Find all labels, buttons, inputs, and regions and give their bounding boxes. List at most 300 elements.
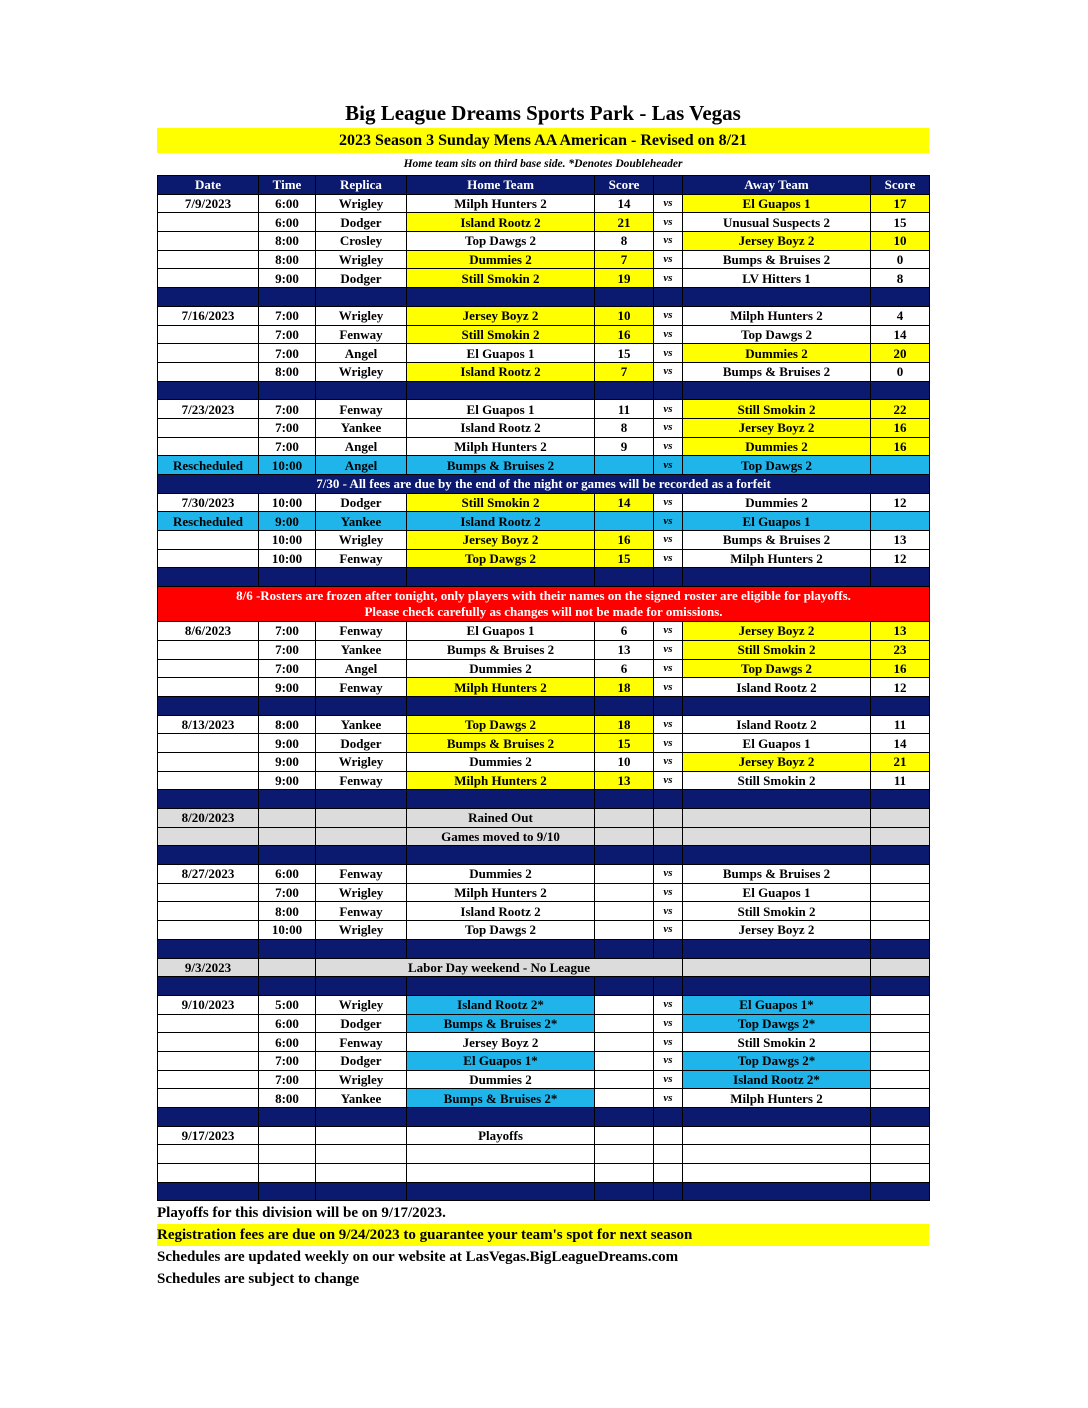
rescheduled-game-row	[158, 512, 930, 531]
separator-cell	[871, 977, 930, 996]
game-date	[158, 437, 259, 456]
home-team: Bumps & Bruises 2	[407, 640, 595, 659]
empty-cell	[595, 1164, 654, 1183]
game-replica: Fenway	[316, 902, 407, 921]
home-score	[595, 1014, 654, 1033]
separator-cell	[683, 288, 871, 307]
game-date: 7/9/2023	[158, 194, 259, 213]
vs-cell: vs	[654, 400, 683, 419]
home-team: Jersey Boyz 2	[407, 531, 595, 550]
game-replica: Yankee	[316, 715, 407, 734]
game-time: 8:00	[259, 232, 316, 251]
home-score: 18	[595, 678, 654, 697]
away-score: 4	[871, 306, 930, 325]
home-score: 13	[595, 771, 654, 790]
home-score: 8	[595, 418, 654, 437]
game-replica: Wrigley	[316, 250, 407, 269]
game-replica: Dodger	[316, 1051, 407, 1070]
game-replica: Dodger	[316, 493, 407, 512]
game-time	[259, 958, 316, 977]
home-score: 6	[595, 622, 654, 641]
playoff-label: Playoffs	[407, 1126, 595, 1145]
vs-cell: vs	[654, 921, 683, 940]
game-row	[158, 531, 930, 550]
game-time: 6:00	[259, 1014, 316, 1033]
home-team: Still Smokin 2	[407, 493, 595, 512]
home-score: 15	[595, 344, 654, 363]
game-replica: Yankee	[316, 512, 407, 531]
home-score	[595, 995, 654, 1014]
empty-cell	[654, 1164, 683, 1183]
game-time: 6:00	[259, 1033, 316, 1052]
game-date	[158, 1070, 259, 1089]
separator-cell	[259, 939, 316, 958]
separator-cell	[595, 977, 654, 996]
home-score: 8	[595, 232, 654, 251]
home-score: 16	[595, 325, 654, 344]
away-team: El Guapos 1	[683, 194, 871, 213]
separator-cell	[871, 696, 930, 715]
game-row	[158, 734, 930, 753]
separator-cell	[158, 1182, 259, 1201]
home-team: Still Smokin 2	[407, 325, 595, 344]
separator-cell	[871, 568, 930, 587]
game-time: 7:00	[259, 883, 316, 902]
home-team: Bumps & Bruises 2	[407, 456, 595, 475]
vs-cell: vs	[654, 362, 683, 381]
separator-cell	[158, 977, 259, 996]
col-header-away-team: Away Team	[683, 176, 871, 195]
game-date	[158, 678, 259, 697]
game-time: 9:00	[259, 678, 316, 697]
game-row	[158, 622, 930, 641]
vs-cell: vs	[654, 902, 683, 921]
game-replica	[316, 809, 407, 828]
away-score: 11	[871, 771, 930, 790]
separator-cell	[407, 790, 595, 809]
empty-cell	[595, 1145, 654, 1164]
separator-cell	[316, 790, 407, 809]
empty-cell	[654, 1145, 683, 1164]
separator-row	[158, 381, 930, 400]
separator-cell	[158, 1108, 259, 1127]
home-team: Top Dawgs 2	[407, 715, 595, 734]
home-team: Top Dawgs 2	[407, 232, 595, 251]
home-score: 14	[595, 194, 654, 213]
away-score: 23	[871, 640, 930, 659]
separator-cell	[407, 846, 595, 865]
game-time: 8:00	[259, 362, 316, 381]
game-date	[158, 531, 259, 550]
away-score	[871, 995, 930, 1014]
separator-cell	[259, 790, 316, 809]
away-team: Bumps & Bruises 2	[683, 531, 871, 550]
away-score	[871, 958, 930, 977]
separator-cell	[316, 381, 407, 400]
separator-row	[158, 846, 930, 865]
away-score: 0	[871, 362, 930, 381]
vs-cell: vs	[654, 250, 683, 269]
away-team: Still Smokin 2	[683, 640, 871, 659]
vs-cell	[654, 1126, 683, 1145]
separator-row	[158, 1182, 930, 1201]
away-score: 16	[871, 659, 930, 678]
table-header-row	[158, 176, 930, 195]
game-time: 7:00	[259, 418, 316, 437]
separator-cell	[871, 1182, 930, 1201]
game-date: 7/23/2023	[158, 400, 259, 419]
game-row	[158, 771, 930, 790]
game-time: 6:00	[259, 194, 316, 213]
away-score: 22	[871, 400, 930, 419]
separator-cell	[871, 381, 930, 400]
game-replica: Angel	[316, 456, 407, 475]
home-team: Island Rootz 2*	[407, 995, 595, 1014]
separator-cell	[871, 1108, 930, 1127]
vs-cell: vs	[654, 194, 683, 213]
fee-notice-row	[158, 475, 930, 494]
game-replica: Crosley	[316, 232, 407, 251]
game-row	[158, 194, 930, 213]
home-team: Island Rootz 2	[407, 362, 595, 381]
vs-cell: vs	[654, 865, 683, 884]
separator-cell	[407, 939, 595, 958]
game-date	[158, 734, 259, 753]
game-replica: Wrigley	[316, 752, 407, 771]
vs-cell: vs	[654, 678, 683, 697]
game-time: 7:00	[259, 400, 316, 419]
game-row	[158, 659, 930, 678]
game-replica: Wrigley	[316, 1070, 407, 1089]
game-time: 7:00	[259, 659, 316, 678]
home-team: Island Rootz 2	[407, 418, 595, 437]
away-team: El Guapos 1*	[683, 995, 871, 1014]
col-header-away-score: Score	[871, 176, 930, 195]
separator-cell	[654, 846, 683, 865]
game-date: 7/30/2023	[158, 493, 259, 512]
home-score	[595, 883, 654, 902]
empty-cell	[871, 1145, 930, 1164]
game-date: 8/20/2023	[158, 809, 259, 828]
away-score	[871, 456, 930, 475]
separator-cell	[654, 1182, 683, 1201]
separator-row	[158, 696, 930, 715]
away-score	[871, 1070, 930, 1089]
game-row	[158, 640, 930, 659]
home-score: 19	[595, 269, 654, 288]
away-team: Still Smokin 2	[683, 400, 871, 419]
away-team	[683, 1126, 871, 1145]
away-score	[871, 921, 930, 940]
separator-cell	[316, 1108, 407, 1127]
separator-cell	[683, 696, 871, 715]
away-team: Still Smokin 2	[683, 902, 871, 921]
game-row	[158, 269, 930, 288]
away-score	[871, 883, 930, 902]
vs-cell: vs	[654, 1014, 683, 1033]
away-score	[871, 1051, 930, 1070]
game-date	[158, 1033, 259, 1052]
away-score	[871, 1089, 930, 1108]
separator-row	[158, 790, 930, 809]
separator-cell	[158, 568, 259, 587]
game-time: 7:00	[259, 1051, 316, 1070]
home-score	[595, 902, 654, 921]
separator-cell	[595, 381, 654, 400]
separator-cell	[654, 977, 683, 996]
separator-cell	[316, 568, 407, 587]
separator-cell	[407, 568, 595, 587]
separator-cell	[683, 846, 871, 865]
separator-row	[158, 568, 930, 587]
game-date	[158, 640, 259, 659]
game-date	[158, 213, 259, 232]
away-score	[871, 1014, 930, 1033]
game-row	[158, 549, 930, 568]
away-score: 16	[871, 437, 930, 456]
separator-cell	[407, 1108, 595, 1127]
game-date	[158, 344, 259, 363]
game-replica: Fenway	[316, 325, 407, 344]
game-date	[158, 250, 259, 269]
away-team	[683, 958, 871, 977]
game-replica: Fenway	[316, 771, 407, 790]
home-score	[595, 512, 654, 531]
vs-cell	[654, 809, 683, 828]
home-team: Jersey Boyz 2	[407, 306, 595, 325]
game-date	[158, 549, 259, 568]
separator-cell	[407, 977, 595, 996]
game-row	[158, 995, 930, 1014]
game-row	[158, 400, 930, 419]
separator-cell	[158, 696, 259, 715]
away-score	[871, 827, 930, 846]
game-time: 9:00	[259, 512, 316, 531]
vs-cell: vs	[654, 549, 683, 568]
empty-cell	[683, 1145, 871, 1164]
separator-cell	[595, 1182, 654, 1201]
empty-cell	[259, 1164, 316, 1183]
separator-cell	[407, 381, 595, 400]
game-row	[158, 1089, 930, 1108]
game-time: 10:00	[259, 531, 316, 550]
footer-disclaimer: Schedules are subject to change	[157, 1271, 360, 1288]
game-time: 10:00	[259, 921, 316, 940]
rainout-row	[158, 827, 930, 846]
col-header-replica: Replica	[316, 176, 407, 195]
home-score	[595, 456, 654, 475]
home-team: El Guapos 1	[407, 622, 595, 641]
game-date: 9/3/2023	[158, 958, 259, 977]
game-date: Rescheduled	[158, 512, 259, 531]
home-score: 7	[595, 362, 654, 381]
separator-cell	[654, 939, 683, 958]
separator-cell	[595, 846, 654, 865]
game-date	[158, 1014, 259, 1033]
game-row	[158, 437, 930, 456]
rainout-text: Rained Out	[407, 809, 595, 828]
game-time: 7:00	[259, 306, 316, 325]
game-date	[158, 827, 259, 846]
away-score: 14	[871, 734, 930, 753]
vs-cell: vs	[654, 883, 683, 902]
home-team: Top Dawgs 2	[407, 549, 595, 568]
away-team: Island Rootz 2	[683, 715, 871, 734]
separator-cell	[316, 288, 407, 307]
away-score	[871, 1126, 930, 1145]
home-team: Top Dawgs 2	[407, 921, 595, 940]
home-team: Island Rootz 2	[407, 213, 595, 232]
away-team: Bumps & Bruises 2	[683, 250, 871, 269]
game-row	[158, 865, 930, 884]
home-score: 18	[595, 715, 654, 734]
separator-cell	[316, 977, 407, 996]
game-time: 10:00	[259, 549, 316, 568]
home-score: 21	[595, 213, 654, 232]
away-team: Bumps & Bruises 2	[683, 865, 871, 884]
away-team: Top Dawgs 2*	[683, 1014, 871, 1033]
vs-cell: vs	[654, 269, 683, 288]
game-replica: Fenway	[316, 622, 407, 641]
separator-cell	[595, 1108, 654, 1127]
game-row	[158, 418, 930, 437]
away-team	[683, 827, 871, 846]
away-score	[871, 902, 930, 921]
game-replica: Yankee	[316, 418, 407, 437]
home-score	[595, 1051, 654, 1070]
separator-cell	[654, 381, 683, 400]
away-score: 13	[871, 531, 930, 550]
separator-cell	[259, 846, 316, 865]
home-team: Bumps & Bruises 2*	[407, 1014, 595, 1033]
game-time: 5:00	[259, 995, 316, 1014]
away-team: Jersey Boyz 2	[683, 418, 871, 437]
game-row	[158, 493, 930, 512]
away-score: 13	[871, 622, 930, 641]
vs-cell: vs	[654, 752, 683, 771]
game-date: Rescheduled	[158, 456, 259, 475]
separator-cell	[158, 288, 259, 307]
home-score	[595, 1089, 654, 1108]
home-team: Island Rootz 2	[407, 902, 595, 921]
game-replica: Wrigley	[316, 531, 407, 550]
game-time: 7:00	[259, 640, 316, 659]
separator-cell	[259, 288, 316, 307]
away-team: Bumps & Bruises 2	[683, 362, 871, 381]
game-date	[158, 325, 259, 344]
separator-cell	[316, 696, 407, 715]
away-score: 21	[871, 752, 930, 771]
separator-cell	[654, 568, 683, 587]
game-date: 7/16/2023	[158, 306, 259, 325]
home-score: 16	[595, 531, 654, 550]
game-time: 7:00	[259, 325, 316, 344]
home-score: 9	[595, 437, 654, 456]
game-replica: Dodger	[316, 734, 407, 753]
away-score	[871, 809, 930, 828]
game-replica: Dodger	[316, 213, 407, 232]
away-score	[871, 865, 930, 884]
game-replica: Wrigley	[316, 194, 407, 213]
home-score	[595, 865, 654, 884]
away-team: Dummies 2	[683, 344, 871, 363]
game-replica: Dodger	[316, 269, 407, 288]
away-team: Top Dawgs 2	[683, 659, 871, 678]
away-team: El Guapos 1	[683, 734, 871, 753]
rainout-row	[158, 809, 930, 828]
game-row	[158, 250, 930, 269]
away-score: 17	[871, 194, 930, 213]
game-row	[158, 213, 930, 232]
home-score	[595, 1033, 654, 1052]
home-score: 11	[595, 400, 654, 419]
home-score: 10	[595, 752, 654, 771]
game-replica: Yankee	[316, 1089, 407, 1108]
game-row	[158, 715, 930, 734]
away-score: 15	[871, 213, 930, 232]
game-time: 7:00	[259, 437, 316, 456]
holiday-row	[158, 958, 930, 977]
game-time	[259, 809, 316, 828]
separator-cell	[407, 1182, 595, 1201]
separator-cell	[871, 288, 930, 307]
game-replica: Fenway	[316, 549, 407, 568]
vs-cell: vs	[654, 213, 683, 232]
home-score	[595, 1126, 654, 1145]
away-team: Top Dawgs 2	[683, 456, 871, 475]
game-row	[158, 1070, 930, 1089]
game-time: 10:00	[259, 456, 316, 475]
vs-cell: vs	[654, 531, 683, 550]
game-time: 9:00	[259, 752, 316, 771]
vs-cell: vs	[654, 493, 683, 512]
game-date	[158, 921, 259, 940]
game-time	[259, 1126, 316, 1145]
separator-cell	[595, 790, 654, 809]
home-score: 7	[595, 250, 654, 269]
game-replica: Fenway	[316, 865, 407, 884]
empty-cell	[407, 1164, 595, 1183]
home-score	[595, 827, 654, 846]
separator-cell	[259, 568, 316, 587]
vs-cell: vs	[654, 734, 683, 753]
away-team: LV Hitters 1	[683, 269, 871, 288]
game-time: 8:00	[259, 715, 316, 734]
separator-cell	[683, 381, 871, 400]
away-score: 20	[871, 344, 930, 363]
col-header-time: Time	[259, 176, 316, 195]
separator-cell	[259, 1108, 316, 1127]
game-time: 9:00	[259, 771, 316, 790]
separator-cell	[407, 696, 595, 715]
away-team: Milph Hunters 2	[683, 306, 871, 325]
away-score: 14	[871, 325, 930, 344]
separator-cell	[654, 696, 683, 715]
separator-cell	[595, 288, 654, 307]
away-score: 10	[871, 232, 930, 251]
home-team: Still Smokin 2	[407, 269, 595, 288]
game-time: 6:00	[259, 865, 316, 884]
empty-cell	[683, 1164, 871, 1183]
game-date	[158, 362, 259, 381]
game-row	[158, 678, 930, 697]
separator-cell	[259, 977, 316, 996]
empty-cell	[407, 1145, 595, 1164]
separator-cell	[654, 1108, 683, 1127]
game-row	[158, 232, 930, 251]
separator-cell	[158, 381, 259, 400]
game-row	[158, 362, 930, 381]
